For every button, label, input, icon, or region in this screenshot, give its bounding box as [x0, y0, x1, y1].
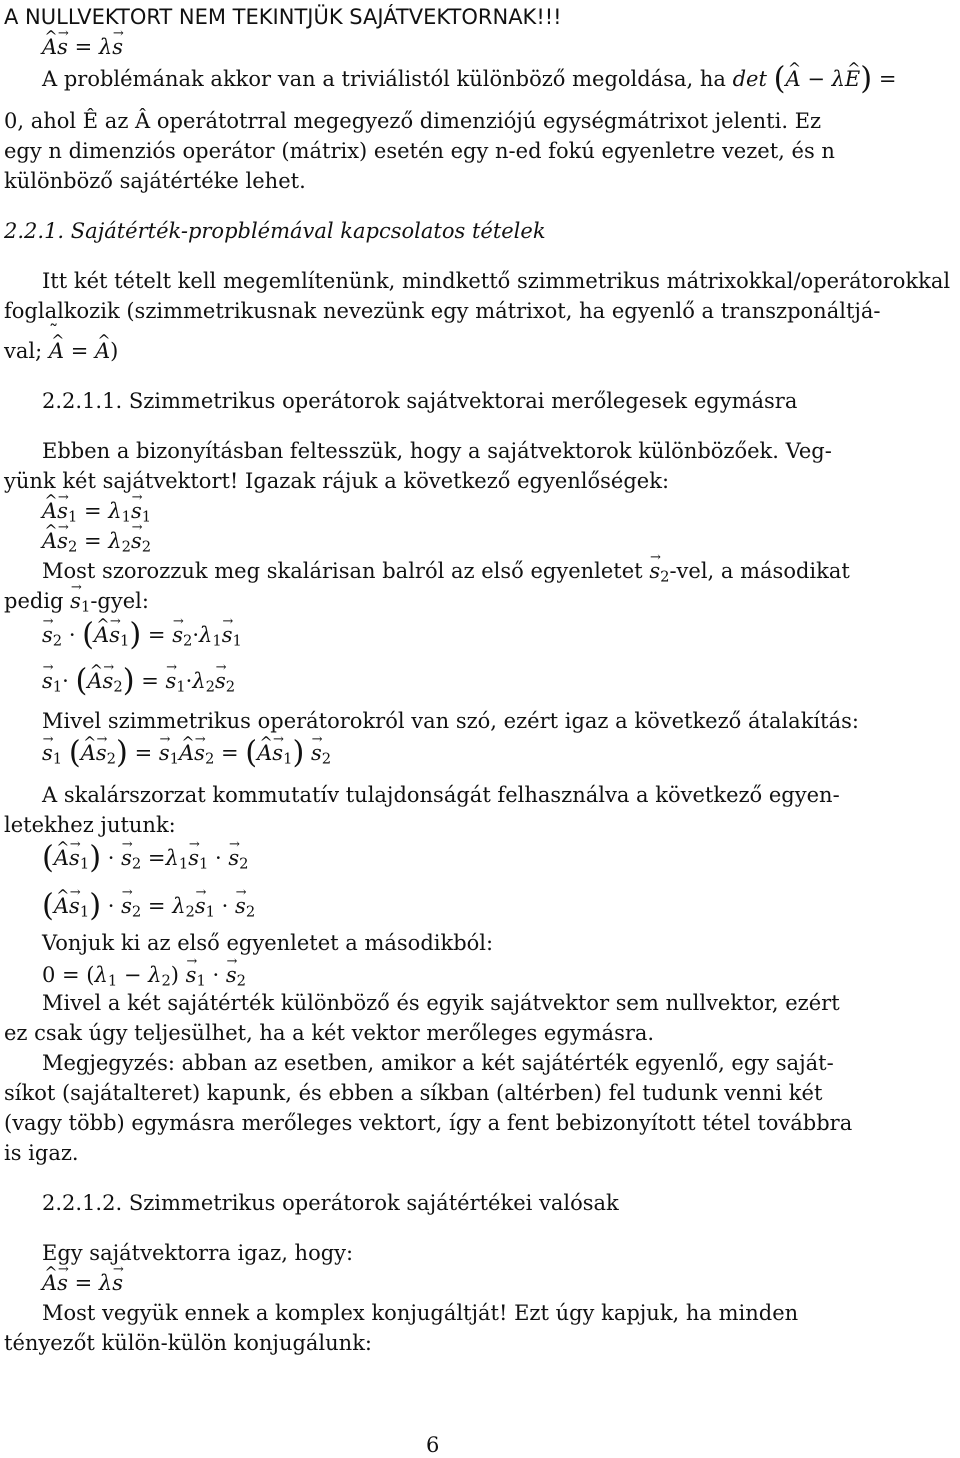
heading-text: A NULLVEKTORT NEM TEKINTJÜK SAJÁTVEKTORNAK!!!: [4, 5, 562, 29]
equation: A ^s → = λs →: [42, 1270, 123, 1296]
section-heading: 2.2.1.1. Szimmetrikus operátorok sajátvektorai merőlegesek egymásra: [42, 389, 798, 413]
text-line: tényezőt külön-külön konjugálunk:: [4, 1331, 373, 1355]
equation: A ^s $\to_1 = \lambda_1s \to_1$: [42, 498, 151, 527]
section-heading: 2.2.1. Sajátérték-propblémával kapcsolatos tételek: [4, 219, 546, 243]
text-line: foglalkozik (szimmetrikusnak nevezünk egy mátrixot, ha egyenlő a transzponáltjá-: [4, 299, 881, 323]
text-line: egy n dimenziós operátor (mátrix) esetén egy n-ed fokú egyenletre vezet, és n: [4, 139, 835, 163]
text-line: letekhez jutunk:: [4, 813, 176, 837]
text-line: pedig $s \to_1$-gyel:: [4, 588, 149, 617]
equation: (A ^s $\to_1) \cdot s \to_2 = \lambda_2s \to_1 \cdot s \to_2$: [42, 893, 255, 922]
equation-eigen: A ^s → = λs →: [42, 34, 123, 60]
text-line: Egy sajátvektorra igaz, hogy:: [42, 1241, 354, 1265]
text-line: Most vegyük ennek a komplex konjugáltját! Ezt úgy kapjuk, ha minden: [42, 1301, 799, 1325]
equation: $s \to_2 \cdot (A$ ^s $\to_1) = s \to_2\cdot\lambda_1s \to_1$: [42, 622, 242, 651]
page-number: 6: [426, 1433, 440, 1457]
text-line: ez csak úgy teljesülhet, ha a két vektor merőleges egymásra.: [4, 1021, 655, 1045]
text-line: különböző sajátértéke lehet.: [4, 169, 306, 193]
text-line: Megjegyzés: abban az esetben, amikor a két sajátérték egyenlő, egy saját-: [42, 1051, 834, 1075]
equation: $0 = (\lambda_1 - \lambda_2)$ $s \to_1 \cdot s \to_2$: [42, 962, 246, 991]
section-heading: 2.2.1.2. Szimmetrikus operátorok sajátértékei valósak: [42, 1191, 619, 1215]
text-line: Ebben a bizonyításban feltesszük, hogy a sajátvektorok különbözőek. Veg-: [42, 439, 832, 463]
text-line: Most szorozzuk meg skalárisan balról az első egyenletet $s \to_2$-vel, a másodikat: [42, 558, 850, 587]
text-line: síkot (sajátalteret) kapunk, és ebben a síkban (altérben) fel tudunk venni két: [4, 1081, 823, 1105]
text-line: A problémának akkor van a triviálistól különböző megoldása, ha det (A ^ − λE ^) =: [42, 66, 896, 92]
text-line: Itt két tételt kell megemlítenünk, mindkettő szimmetrikus mátrixokkal/operátorokkal: [42, 269, 951, 293]
text-line: yünk két sajátvektort! Igazak rájuk a következő egyenlőségek:: [4, 469, 670, 493]
text-line: A skalárszorzat kommutatív tulajdonságát felhasználva a következő egyen-: [42, 783, 840, 807]
text-line: val; ˜ A ^ = A ^): [4, 338, 118, 364]
equation: A ^s $\to_2 = \lambda_2s \to_2$: [42, 528, 151, 557]
text-line: Vonjuk ki az első egyenletet a másodikból:: [42, 931, 494, 955]
text-line: is igaz.: [4, 1141, 79, 1165]
text-line: 0, ahol Ê az Â operátotrral megegyező dimenziójú egységmátrixot jelenti. Ez: [4, 109, 822, 133]
equation: $s \to_1\cdot (A$ ^s $\to_2) = s \to_1\cdot\lambda_2s \to_2$: [42, 668, 235, 697]
equation: (A ^s $\to_1) \cdot s \to_2 =\lambda_1s \to_1 \cdot s \to_2$: [42, 845, 249, 874]
equation: $s \to_1$ (A ^s $\to_2) = s \to_1A$ ^s $\to_2 = (A$ ^s $\to_1$) $s \to_2$: [42, 740, 331, 769]
text-line: (vagy több) egymásra merőleges vektort, így a fent bebizonyított tétel továbbra: [4, 1111, 853, 1135]
text-line: Mivel szimmetrikus operátorokról van szó, ezért igaz a következő átalakítás:: [42, 709, 859, 733]
text-line: Mivel a két sajátérték különböző és egyik sajátvektor sem nullvektor, ezért: [42, 991, 840, 1015]
